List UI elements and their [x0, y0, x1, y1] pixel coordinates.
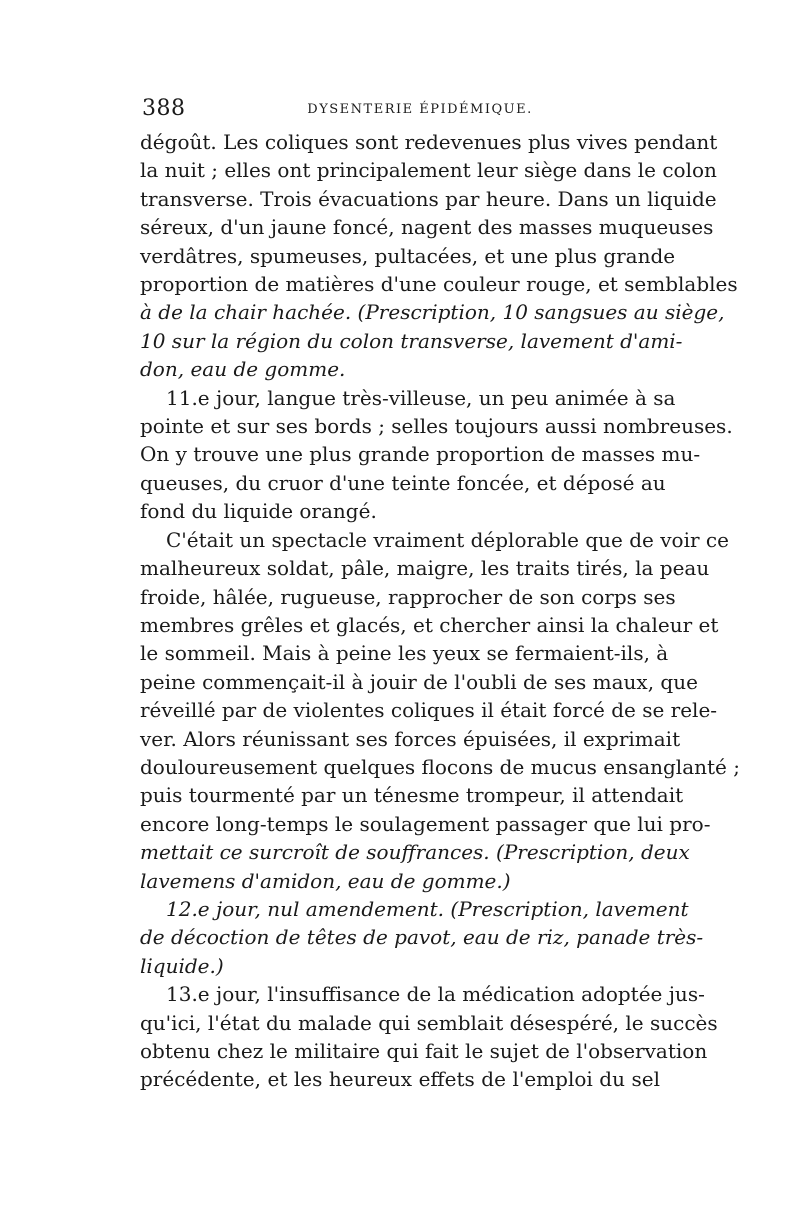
text-line: verdâtres, spumeuses, pultacées, et une plus grande — [140, 243, 676, 268]
text-line: malheureux soldat, pâle, maigre, les traits tirés, la peau — [140, 556, 710, 581]
page-number: 388 — [142, 96, 186, 121]
text-line: froide, hâlée, rugueuse, rapprocher de son corps ses — [140, 584, 676, 609]
text-line: réveillé par de violentes coliques il était forcé de se rele- — [140, 698, 718, 723]
text-line: la nuit ; elles ont principalement leur siège dans le colon — [140, 158, 717, 183]
text-line: qu'ici, l'état du malade qui semblait désespéré, le succès — [140, 1010, 718, 1035]
text-line: obtenu chez le militaire qui fait le sujet de l'observation — [140, 1039, 708, 1063]
text-line: don, eau de gomme. — [140, 357, 346, 382]
text-line: transverse. Trois évacuations par heure. Dans un liquide — [140, 186, 717, 211]
text-line: séreux, d'un jaune foncé, nagent des masses muqueuses — [140, 215, 714, 240]
text-line: 11.e jour, langue très-villeuse, un peu animée à sa — [166, 385, 676, 410]
text-line: encore long-temps le soulagement passager que lui pro- — [140, 811, 711, 836]
text-line: proportion de matières d'une couleur rouge, et semblables — [140, 272, 738, 297]
text-line: 10 sur la région du colon transverse, lavement d'ami- — [140, 328, 683, 353]
text-line: puis tourmenté par un ténesme trompeur, il attendait — [140, 783, 684, 808]
body-text — [140, 128, 740, 1094]
text-line: queuses, du cruor d'une teinte foncée, et déposé au — [140, 470, 666, 495]
text-line: 13.e jour, l'insuffisance de la médication adoptée jus- — [166, 982, 705, 1007]
text-line: ver. Alors réunissant ses forces épuisées, il exprimait — [140, 726, 681, 751]
text-line: fond du liquide orangé. — [140, 499, 377, 524]
running-title: DYSENTERIE ÉPIDÉMIQUE. — [307, 102, 533, 117]
text-line: dégoût. Les coliques sont redevenues plus vives pendant — [140, 130, 718, 154]
book-page — [140, 96, 740, 1094]
text-line: liquide.) — [140, 953, 224, 978]
text-line: C'était un spectacle vraiment déplorable que de voir ce — [166, 527, 729, 552]
text-line: à de la chair hachée. (Prescription, 10 sangsues au siège, — [140, 300, 725, 325]
text-line: mettait ce surcroît de souffrances. (Prescription, deux — [140, 840, 690, 865]
text-line: lavemens d'amidon, eau de gomme.) — [140, 868, 511, 893]
text-line: On y trouve une plus grande proportion de masses mu- — [140, 442, 701, 467]
text-line: précédente, et les heureux effets de l'emploi du sel — [140, 1067, 660, 1092]
text-line: 12.e jour, nul amendement. (Prescription, lavement — [166, 896, 689, 921]
text-line: pointe et sur ses bords ; selles toujours aussi nombreuses. — [140, 414, 733, 439]
text-line: douloureusement quelques flocons de mucus ensanglanté ; — [140, 754, 740, 779]
text-line: le sommeil. Mais à peine les yeux se fermaient-ils, à — [140, 641, 669, 666]
running-head — [140, 96, 660, 126]
text-line: peine commençait-il à jouir de l'oubli de ses maux, que — [140, 669, 698, 694]
text-line: de décoction de têtes de pavot, eau de riz, panade très- — [140, 925, 704, 950]
text-line: membres grêles et glacés, et chercher ainsi la chaleur et — [140, 612, 719, 637]
